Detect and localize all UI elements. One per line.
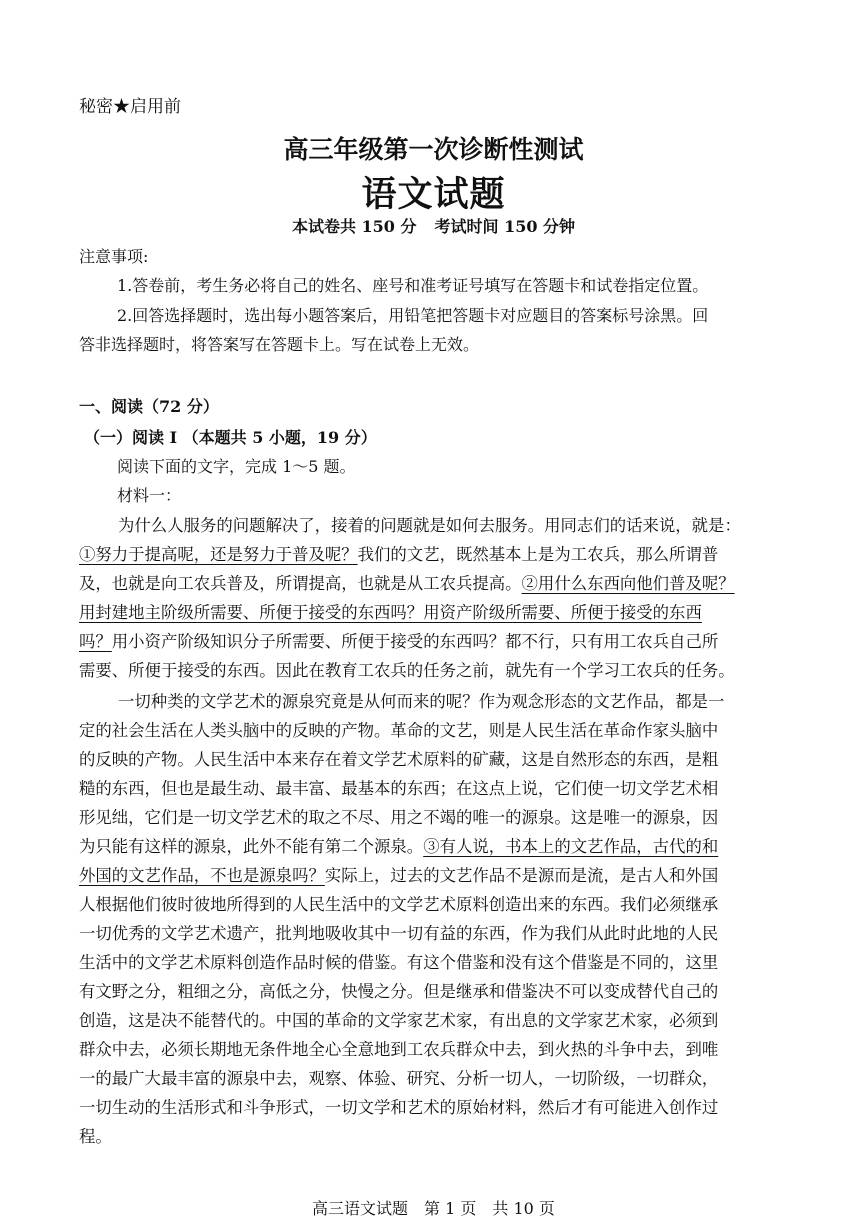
exam-info-time: 考试时间 150 分钟 (434, 217, 576, 236)
passage-line: 糙的东西，但也是最生动、最丰富、最基本的东西；在这点上说，它们使一切文学艺术相 (79, 779, 719, 798)
passage-line: 一切生动的生活形式和斗争形式，一切文学和艺术的原始材料，然后才有可能进入创作过 (79, 1098, 719, 1117)
passage-line: 为只能有这样的源泉，此外不能有第二个源泉。③有人说，书本上的文艺作品，古代的和 (79, 837, 719, 856)
passage-line (79, 599, 702, 623)
passage-line: 的反映的产物。人民生活中本来存在着文学艺术原料的矿藏，这是自然形态的东西，是粗 (79, 750, 719, 769)
underlined-question-3-cont: 外国的文艺作品，不也是源泉吗？ (79, 866, 325, 885)
exam-info-score: 本试卷共 150 分 (291, 217, 417, 236)
material-label: 材料一： (117, 486, 182, 505)
subject-title: 语文试题 (361, 174, 506, 215)
passage-line: 创造，这是决不能替代的。中国的革命的文学家艺术家，有出息的文学家艺术家，必须到 (79, 1011, 719, 1030)
notice-item-1: 1.答卷前，考生务必将自己的姓名、座号和准考证号填写在答题卡和试卷指定位置。 (117, 276, 709, 295)
passage-line: 吗？用小资产阶级知识分子所需要、所便于接受的东西吗？都不行，只有用工农兵自己所 (79, 632, 719, 651)
notice-heading: 注意事项: (79, 247, 149, 266)
passage-line: ①努力于提高呢，还是努力于普及呢？我们的文艺，既然基本上是为工农兵，那么所谓普 (79, 545, 719, 564)
passage-line: 外国的文艺作品，不也是源泉吗？实际上，过去的文艺作品不是源而是流，是古人和外国 (79, 866, 719, 885)
passage-line: 需要、所便于接受的东西。因此在教育工农兵的任务之前，就先有一个学习工农兵的任务。 (79, 661, 735, 680)
passage-line: 人根据他们彼时彼地所得到的人民生活中的文学艺术原料创造出来的东西。我们必须继承 (79, 895, 719, 914)
exam-title: 高三年级第一次诊断性测试 (283, 135, 584, 164)
exam-info (0, 214, 867, 237)
passage-line: 群众中去，必须长期地无条件地全心全意地到工农兵群众中去，到火热的斗争中去，到唯 (79, 1040, 719, 1059)
underlined-question-1: ①努力于提高呢，还是努力于普及呢？ (79, 545, 358, 564)
passage-line: 一的最广大最丰富的源泉中去，观察、体验、研究、分析一切人，一切阶级，一切群众， (79, 1069, 719, 1088)
page-footer: 高三语文试题 第 1 页 共 10 页 (312, 1199, 555, 1218)
notice-item-2: 2.回答选择题时，选出每小题答案后，用铅笔把答题卡对应题目的答案标号涂黑。回 (117, 306, 709, 325)
passage-line: 生活中的文学艺术原料创造作品时候的借鉴。有这个借鉴和没有这个借鉴是不同的，这里 (79, 953, 719, 972)
reading-instruction: 阅读下面的文字，完成 1～5 题。 (117, 457, 356, 476)
underlined-question-2: ②用什么东西向他们普及呢？ (521, 574, 735, 593)
passage-line: 程。 (79, 1127, 112, 1146)
subsection-title: （一）阅读 I （本题共 5 小题，19 分） (84, 428, 377, 447)
passage-line: 及，也就是向工农兵普及，所谓提高，也就是从工农兵提高。②用什么东西向他们普及呢？ (79, 574, 735, 593)
passage-line: 定的社会生活在人类头脑中的反映的产物。革命的文艺，则是人民生活在革命作家头脑中 (79, 721, 719, 740)
section-title: 一、阅读（72 分） (79, 397, 219, 416)
notice-item-2-cont: 答非选择题时，将答案写在答题卡上。写在试卷上无效。 (79, 335, 480, 354)
passage-line: 为什么人服务的问题解决了，接着的问题就是如何去服务。用同志们的话来说，就是： (118, 516, 741, 535)
underlined-question-2-cont: 用封建地主阶级所需要、所便于接受的东西吗？用资产阶级所需要、所便于接受的东西 (79, 603, 702, 622)
underlined-question-3: ③有人说，书本上的文艺作品，古代的和 (423, 837, 719, 856)
passage-line: 一切种类的文学艺术的源泉究竟是从何而来的呢？作为观念形态的文艺作品，都是一 (118, 692, 725, 711)
passage-line: 一切优秀的文学艺术遗产，批判地吸收其中一切有益的东西，作为我们从此时此地的人民 (79, 924, 719, 943)
passage-line: 有文野之分，粗细之分，高低之分，快慢之分。但是继承和借鉴决不可以变成替代自己的 (79, 982, 719, 1001)
confidential-label: 秘密★启用前 (79, 97, 181, 117)
passage-line: 形见绌，它们是一切文学艺术的取之不尽、用之不竭的唯一的源泉。这是唯一的源泉，因 (79, 808, 719, 827)
underlined-question-2-end: 吗？ (79, 632, 112, 651)
